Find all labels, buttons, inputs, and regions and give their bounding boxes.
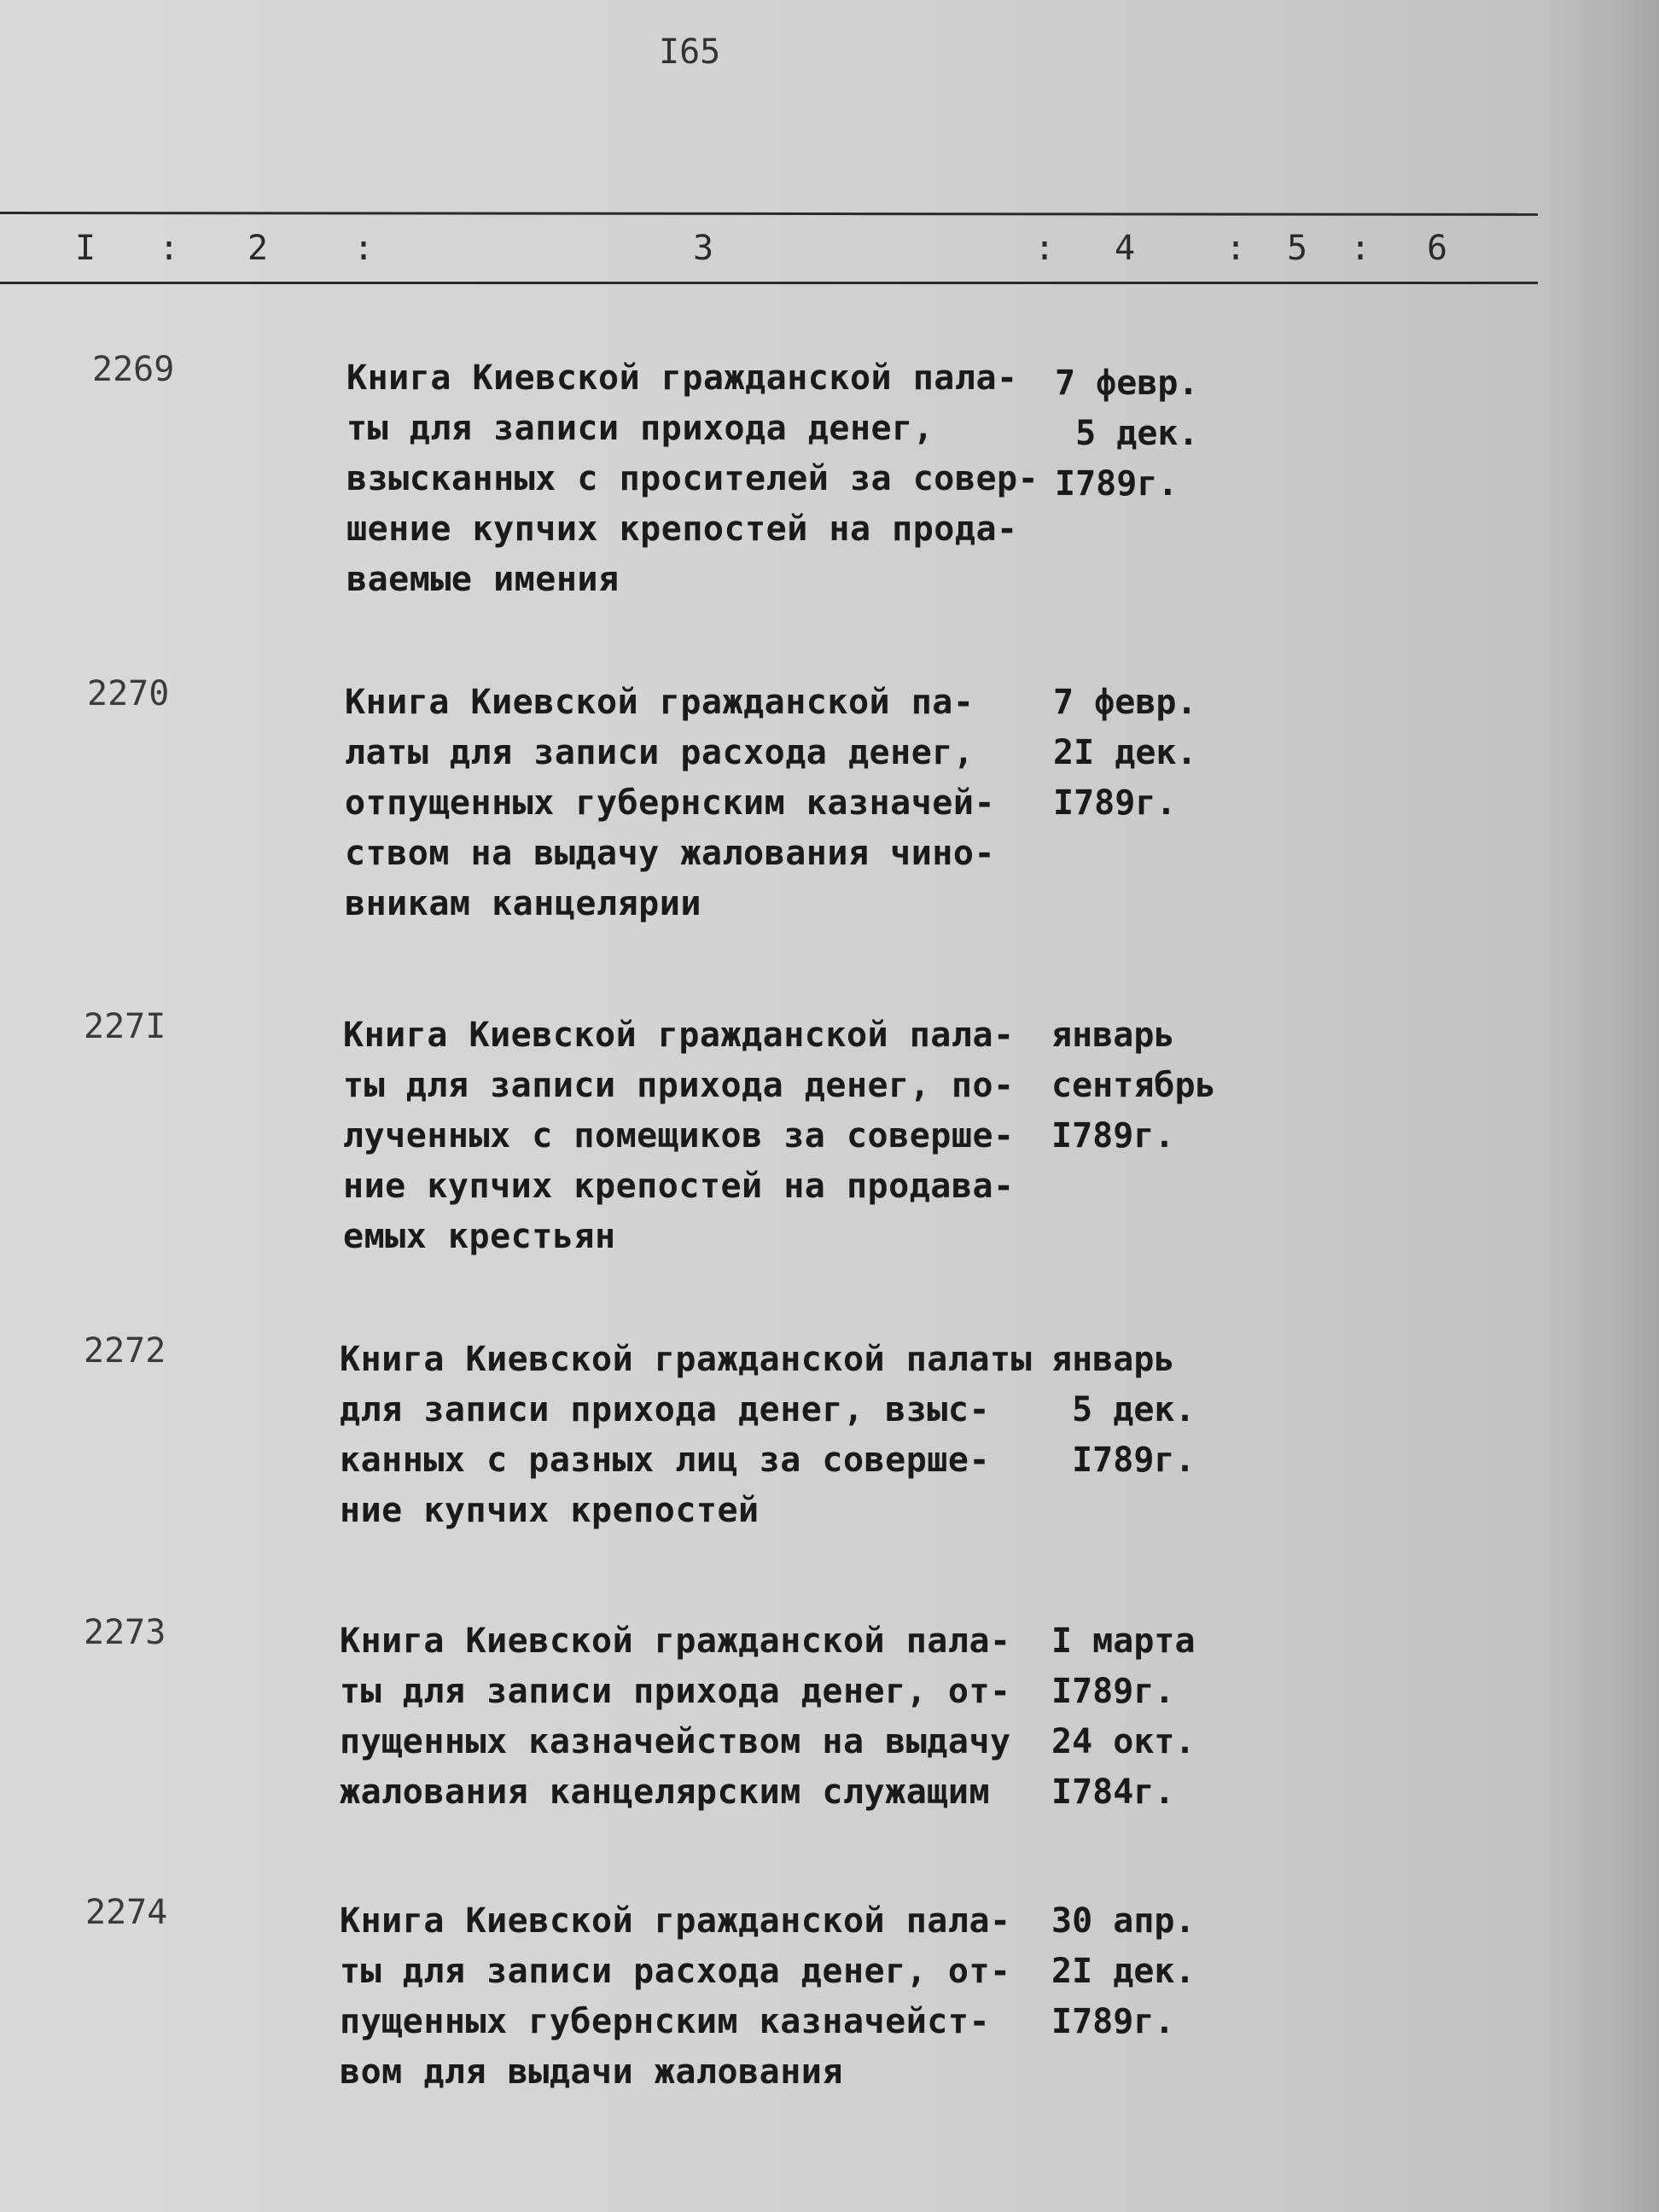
column-header-2: 2 <box>247 229 269 268</box>
entry-date: 7 февр. 2I дек. I789г. <box>1053 683 1197 823</box>
entry-number: 2274 <box>85 1893 168 1932</box>
column-header-sep-5: : <box>1350 229 1371 268</box>
column-header-5: 5 <box>1287 229 1308 268</box>
column-header-4: 4 <box>1115 229 1136 268</box>
column-header-sep-4: : <box>1225 229 1247 268</box>
column-header-sep-2: : <box>353 229 375 268</box>
entry-title: Книга Киевской гражданской пала- ты для записи прихода денег, от- пущенных казначейством на выдачу жалования канцелярским служащим <box>340 1621 1011 1812</box>
entry-date: 7 февр. 5 дек. I789г. <box>1055 364 1199 504</box>
entry-date: I марта I789г. 24 окт. I784г. <box>1051 1621 1196 1812</box>
column-header-sep-3: : <box>1034 229 1056 268</box>
entry-number: 2270 <box>87 674 170 713</box>
entry-date: январь 5 дек. I789г. <box>1051 1340 1196 1480</box>
entry-date: 30 апр. 2I дек. I789г. <box>1051 1901 1196 2041</box>
column-header-3: 3 <box>693 229 714 268</box>
header-bottom-rule <box>0 282 1538 284</box>
entry-title: Книга Киевской гражданской пала- ты для записи прихода денег, взысканных с просителей за совер- шение купчих крепостей на прода- ваемые имения <box>346 358 1039 599</box>
entry-title: Книга Киевской гражданской пала- ты для записи расхода денег, от- пущенных губернским казначейст- вом для выдачи жалования <box>340 1901 1011 2092</box>
entry-title: Книга Киевской гражданской палаты для записи прихода денег, взыс- канных с разных лиц за соверше- ние купчих крепостей <box>340 1340 1033 1530</box>
entry-number: 227I <box>84 1007 166 1046</box>
entry-number: 2273 <box>84 1613 166 1652</box>
entry-number: 2272 <box>84 1331 166 1371</box>
column-header-6: 6 <box>1427 229 1448 268</box>
page-number: I65 <box>659 32 721 72</box>
column-header-1: I <box>75 229 96 268</box>
entry-number: 2269 <box>92 350 175 389</box>
header-top-rule <box>0 212 1538 216</box>
column-header-sep-1: : <box>159 229 180 268</box>
entry-title: Книга Киевской гражданской па- латы для записи расхода денег, отпущенных губернским казначей- ством на выдачу жалования чино- вникам канцелярии <box>345 683 996 923</box>
page-edge-shadow <box>1540 0 1659 2212</box>
entry-date: январь сентябрь I789г. <box>1051 1016 1216 1155</box>
entry-title: Книга Киевской гражданской пала- ты для записи прихода денег, по- лученных с помещиков за соверше- ние купчих крепостей на продава- емых крестьян <box>343 1016 1015 1256</box>
